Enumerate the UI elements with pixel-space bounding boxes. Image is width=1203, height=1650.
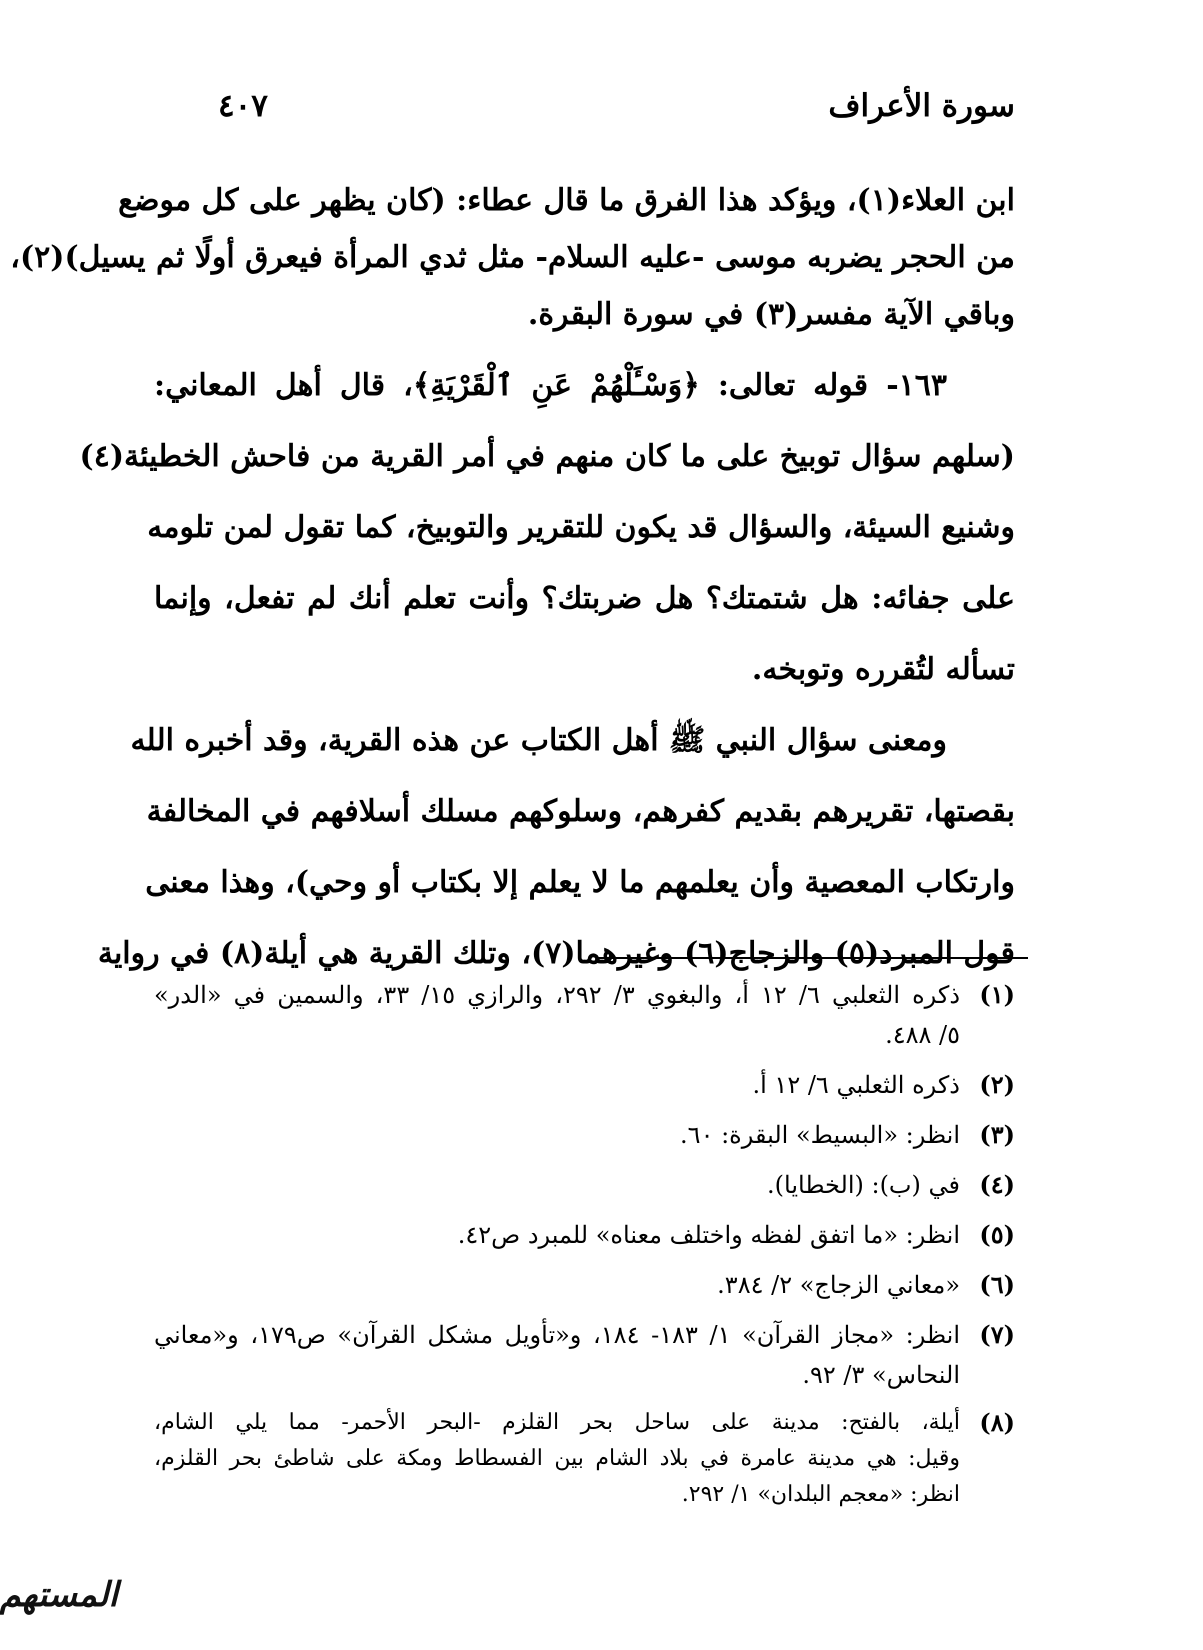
- footnote-number: (٣): [979, 1120, 1015, 1149]
- text-line: من الحجر يضربه موسى -عليه السلام- مثل ثدي المرأة فيعرق أولًا ثم يسيل)(٢)،: [10, 240, 1015, 275]
- footnote-line: ذكره الثعلبي ٦/ ١٢ أ.: [752, 1071, 960, 1099]
- footnote-3: [154, 1115, 1015, 1155]
- footnote-8: [154, 1405, 1015, 1513]
- footnote-line: أيلة، بالفتح: مدينة على ساحل بحر القلزم -البحر الأحمر- مما يلي الشام،: [154, 1410, 960, 1435]
- footnote-2: [154, 1065, 1015, 1105]
- text-line: وباقي الآية مفسر(٣) في سورة البقرة.: [527, 297, 1015, 332]
- text-line: بقصتها، تقريرهم بقديم كفرهم، وسلوكهم مسلك أسلافهم في المخالفة: [146, 794, 1015, 829]
- footnote-1: [154, 975, 1015, 1055]
- footnote-number: (٢): [979, 1070, 1015, 1099]
- text-line: وشنيع السيئة، والسؤال قد يكون للتقرير والتوبيخ، كما تقول لمن تلومه: [147, 510, 1015, 545]
- footnote-line: انظر: «مجاز القرآن» ١/ ١٨٣- ١٨٤، و«تأويل مشكل القرآن» ص١٧٩، و«معاني: [154, 1321, 961, 1349]
- footnote-5: [154, 1215, 1015, 1255]
- footnote-number: (٤): [979, 1170, 1015, 1199]
- text-line: ومعنى سؤال النبي ﷺ أهل الكتاب عن هذه القرية، وقد أخبره الله: [130, 723, 947, 758]
- watermark-logo: المستهم: [0, 1575, 118, 1615]
- page-number: ٤٠٧: [218, 88, 268, 124]
- text-line: ابن العلاء(١)، ويؤكد هذا الفرق ما قال عطاء: (كان يظهر على كل موضع: [118, 183, 1015, 218]
- footnote-number: (٦): [979, 1270, 1015, 1299]
- text-line: وارتكاب المعصية وأن يعلمهم ما لا يعلم إلا بكتاب أو وحي)، وهذا معنى: [145, 865, 1015, 900]
- footnote-4: [154, 1165, 1015, 1205]
- footnote-line: «معاني الزجاج» ٢/ ٣٨٤.: [717, 1271, 960, 1299]
- footnote-7: [154, 1315, 1015, 1395]
- footnote-number: (١): [979, 980, 1015, 1009]
- footnote-line: في (ب): (الخطايا).: [767, 1171, 960, 1199]
- running-header: [218, 88, 1015, 132]
- text-line: قول المبرد(٥) والزجاج(٦) وغيرهما(٧)، وتلك القرية هي أيلة(٨) في رواية: [97, 936, 1015, 971]
- footnote-6: [154, 1265, 1015, 1305]
- footnote-separator: [598, 957, 1028, 959]
- footnote-line: ٥/ ٤٨٨.: [885, 1021, 960, 1049]
- footnote-line: انظر: «معجم البلدان» ١/ ٢٩٢.: [681, 1482, 960, 1507]
- footnote-line: وقيل: هي مدينة عامرة في بلاد الشام بين الفسطاط ومكة على شاطئ بحر القلزم،: [154, 1446, 960, 1471]
- footnote-line: انظر: «البسيط» البقرة: ٦٠.: [680, 1121, 960, 1149]
- text-line: ١٦٣- قوله تعالى: ﴿وَسْـَٔلْهُمْ عَنِ ٱلْقَرْيَةِ﴾، قال أهل المعاني:: [154, 368, 947, 403]
- text-line: (سلهم سؤال توبيخ على ما كان منهم في أمر القرية من فاحش الخطيئة(٤): [79, 439, 1015, 474]
- footnote-line: ذكره الثعلبي ٦/ ١٢ أ، والبغوي ٣/ ٢٩٢، والرازي ١٥/ ٣٣، والسمين في «الدر»: [154, 981, 961, 1009]
- footnote-number: (٧): [979, 1320, 1015, 1349]
- footnote-line: انظر: «ما اتفق لفظه واختلف معناه» للمبرد ص٤٢.: [457, 1221, 960, 1249]
- main-text: [10, 172, 1015, 982]
- footnotes: [154, 975, 1015, 1523]
- footnote-line: النحاس» ٣/ ٩٢.: [802, 1361, 960, 1389]
- text-line: تسأله لتُقرره وتوبخه.: [751, 652, 1015, 687]
- footnote-number: (٨): [979, 1408, 1015, 1437]
- surah-title: سورة الأعراف: [828, 88, 1015, 124]
- text-line: على جفائه: هل شتمتك؟ هل ضربتك؟ وأنت تعلم أنك لم تفعل، وإنما: [154, 581, 1015, 616]
- footnote-number: (٥): [979, 1220, 1015, 1249]
